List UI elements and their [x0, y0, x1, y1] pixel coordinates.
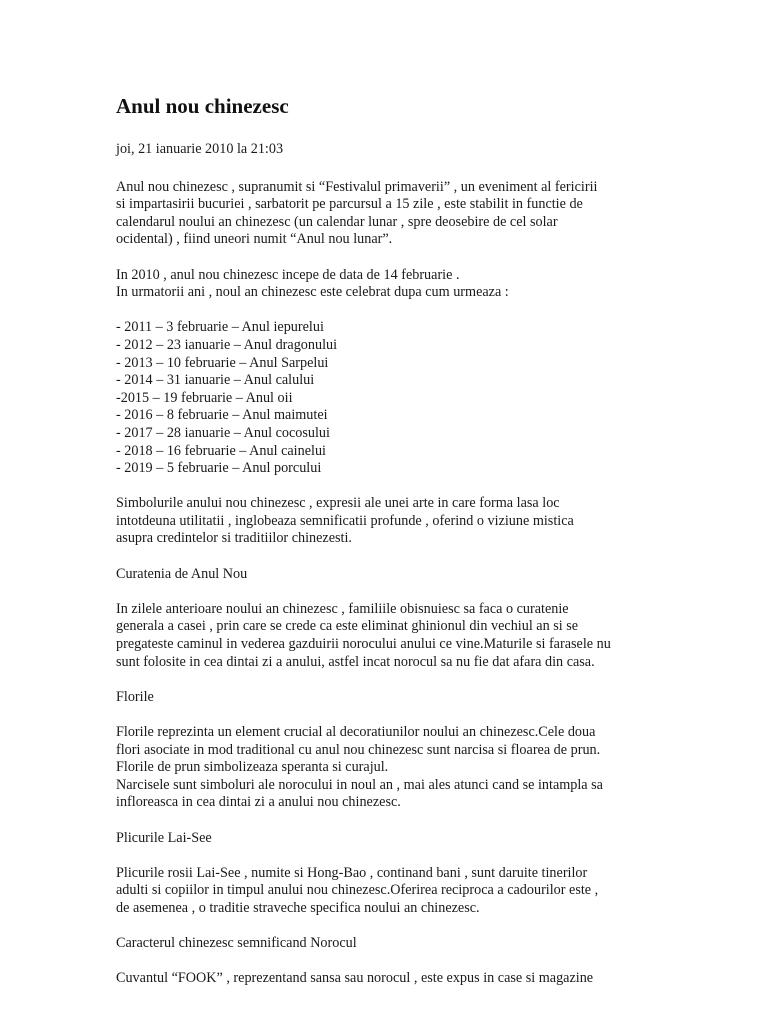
article [116, 93, 656, 1006]
text-line: Anul nou chinezesc , supranumit si “Festivalul primaverii” , un eveniment al fericirii [116, 178, 598, 195]
list-item: - 2017 – 28 ianuarie – Anul cocosului [116, 424, 330, 441]
text-line: Florile de prun simbolizeaza speranta si curajul. [116, 759, 389, 776]
envelopes-paragraph [116, 865, 656, 918]
list-item: -2015 – 19 februarie – Anul oii [116, 389, 293, 406]
text-line: Simbolurile anului nou chinezesc , expresii ale unei arte in care forma lasa loc [116, 495, 560, 512]
text-line: si impartasirii bucuriei , sarbatorit pe parcursul a 15 zile , este stabilit in functie de [116, 196, 583, 213]
flowers-paragraph [116, 724, 656, 812]
text-line: In 2010 , anul nou chinezesc incepe de data de 14 februarie . [116, 266, 460, 283]
start-2010-paragraph [116, 267, 656, 302]
list-item: - 2018 – 16 februarie – Anul cainelui [116, 442, 326, 459]
article-date: joi, 21 ianuarie 2010 la 21:03 [116, 141, 284, 157]
section-heading-flowers: Florile [116, 688, 154, 705]
text-line: ocidental) , fiind uneori numit “Anul nou lunar”. [116, 231, 393, 248]
list-item: - 2011 – 3 februarie – Anul iepurelui [116, 319, 324, 336]
list-item: - 2012 – 23 ianuarie – Anul dragonului [116, 336, 338, 353]
text-line: In zilele anterioare noului an chinezesc , familiile obisnuiesc sa faca o curatenie [116, 600, 569, 617]
article-title: Anul nou chinezesc [116, 94, 289, 118]
character-paragraph [116, 970, 656, 988]
list-item: - 2019 – 5 februarie – Anul porcului [116, 460, 322, 477]
text-line: Cuvantul “FOOK” , reprezentand sansa sau norocul , este expus in case si magazine [116, 970, 594, 987]
text-line: flori asociate in mod traditional cu anul nou chinezesc sunt narcisa si floarea de prun. [116, 741, 601, 758]
section-heading-cleaning: Curatenia de Anul Nou [116, 565, 248, 582]
text-line: adulti si copiilor in timpul anului nou chinezesc.Oferirea reciproca a cadourilor este , [116, 882, 599, 899]
text-line: de asemenea , o traditie straveche specifica noului an chinezesc. [116, 899, 480, 916]
text-line: Florile reprezinta un element crucial al decoratiunilor noului an chinezesc.Cele doua [116, 724, 596, 740]
text-line: In urmatorii ani , noul an chinezesc este celebrat dupa cum urmeaza : [116, 284, 509, 301]
years-list [116, 319, 656, 477]
text-line: infloreasca in cea dintai zi a anului nou chinezesc. [116, 794, 401, 811]
symbols-paragraph [116, 495, 656, 548]
text-line: calendarul noului an chinezesc (un calendar lunar , spre deosebire de cel solar [116, 213, 558, 230]
text-line: intotdeuna utilitatii , inglobeaza semnificatii profunde , oferind o viziune mistica [116, 512, 574, 529]
cleaning-paragraph [116, 601, 656, 671]
intro-paragraph [116, 179, 656, 249]
list-item: - 2014 – 31 ianuarie – Anul calului [116, 372, 315, 389]
text-line: generala a casei , prin care se crede ca este eliminat ghinionul din vechiul an si se [116, 618, 579, 635]
text-line: Narcisele sunt simboluri ale norocului in noul an , mai ales atunci cand se intampla sa [116, 776, 603, 793]
section-heading-envelopes: Plicurile Lai-See [116, 829, 212, 846]
list-item: - 2016 – 8 februarie – Anul maimutei [116, 407, 328, 424]
section-heading-character: Caracterul chinezesc semnificand Norocul [116, 935, 357, 952]
text-line: pregateste caminul in vederea gazduirii norocului anului ce vine.Maturile si farasele nu [116, 636, 611, 653]
text-line: sunt folosite in cea dintai zi a anului, astfel incat norocul sa nu fie dat afara din casa. [116, 653, 595, 670]
list-item: - 2013 – 10 februarie – Anul Sarpelui [116, 354, 329, 371]
text-line: Plicurile rosii Lai-See , numite si Hong-Bao , continand bani , sunt daruite tinerilor [116, 864, 588, 881]
text-line: asupra credintelor si traditiilor chinezesti. [116, 530, 352, 547]
